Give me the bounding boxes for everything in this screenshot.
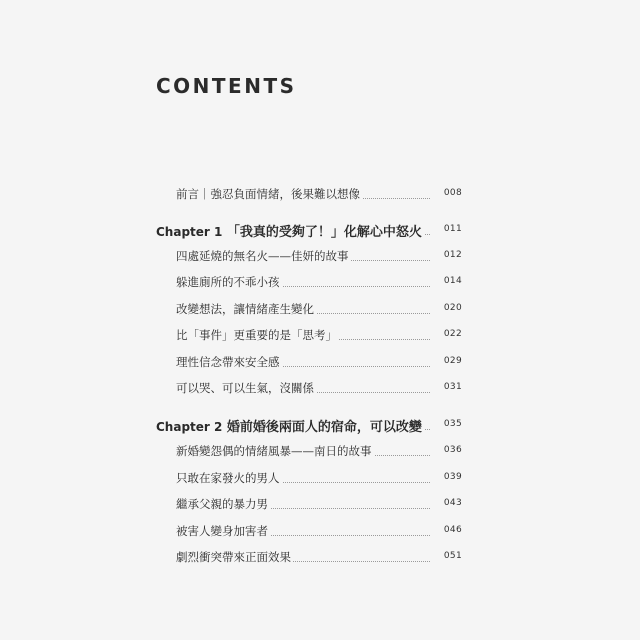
toc-entry-label: 前言｜強忍負面情緒，後果難以想像 (176, 187, 360, 201)
toc-entry[interactable] (0, 274, 640, 294)
toc-page-number: 012 (443, 250, 462, 260)
toc-entry[interactable] (0, 301, 640, 321)
toc-page-number: 039 (443, 472, 462, 482)
toc-page-number: 011 (443, 224, 462, 234)
toc-entry[interactable] (0, 443, 640, 463)
toc-entry[interactable] (0, 470, 640, 490)
toc-page-number: 022 (443, 329, 462, 339)
chapter-prefix: Chapter 1 (156, 225, 223, 239)
toc-page-number: 029 (443, 356, 462, 366)
toc-entry-preface[interactable] (0, 186, 640, 206)
toc-chapter-2[interactable] (0, 417, 640, 437)
toc-page-number: 036 (443, 445, 462, 455)
chapter-title: 「我真的受夠了！」化解心中怒火 (226, 225, 422, 240)
toc-page-number: 020 (443, 303, 462, 313)
toc-entry-label: 躲進廁所的不乖小孩 (176, 275, 280, 289)
toc-page-number: 046 (443, 525, 462, 535)
toc-page-number: 008 (443, 188, 462, 198)
toc-entry-label: 可以哭、可以生氣，沒關係 (176, 381, 314, 395)
toc-entry-label: 新婚變怨偶的情緒風暴——南日的故事 (176, 444, 372, 458)
toc-entry-label: 理性信念帶來安全感 (176, 355, 280, 369)
toc-page-number: 014 (443, 276, 462, 286)
toc-entry-label: 比「事件」更重要的是「思考」 (176, 328, 337, 342)
toc-entry[interactable] (0, 327, 640, 347)
chapter-prefix: Chapter 2 (156, 420, 223, 434)
chapter-heading (156, 221, 424, 240)
toc-page-number: 051 (443, 551, 462, 561)
toc-entry-label: 四處延燒的無名火——佳妍的故事 (176, 249, 349, 263)
toc-entry-label: 繼承父親的暴力男 (176, 497, 268, 511)
chapter-title: 婚前婚後兩面人的宿命，可以改變 (226, 420, 422, 435)
toc-entry[interactable] (0, 496, 640, 516)
toc-entry[interactable] (0, 523, 640, 543)
toc-entry[interactable] (0, 354, 640, 374)
toc-entry-label: 改變想法，讓情緒產生變化 (176, 302, 314, 316)
toc-entry-label: 劇烈衝突帶來正面效果 (176, 550, 291, 564)
toc-entry[interactable] (0, 248, 640, 268)
toc-page-number: 035 (443, 419, 462, 429)
toc-entry[interactable] (0, 549, 640, 569)
toc-page-number: 043 (443, 498, 462, 508)
contents-heading: CONTENTS (156, 74, 297, 98)
toc-entry-label: 被害人變身加害者 (176, 524, 268, 538)
toc-page-number: 031 (443, 382, 462, 392)
toc-entry-label: 只敢在家發火的男人 (176, 471, 280, 485)
chapter-heading (156, 416, 424, 435)
toc-entry[interactable] (0, 380, 640, 400)
toc-chapter-1[interactable] (0, 222, 640, 242)
